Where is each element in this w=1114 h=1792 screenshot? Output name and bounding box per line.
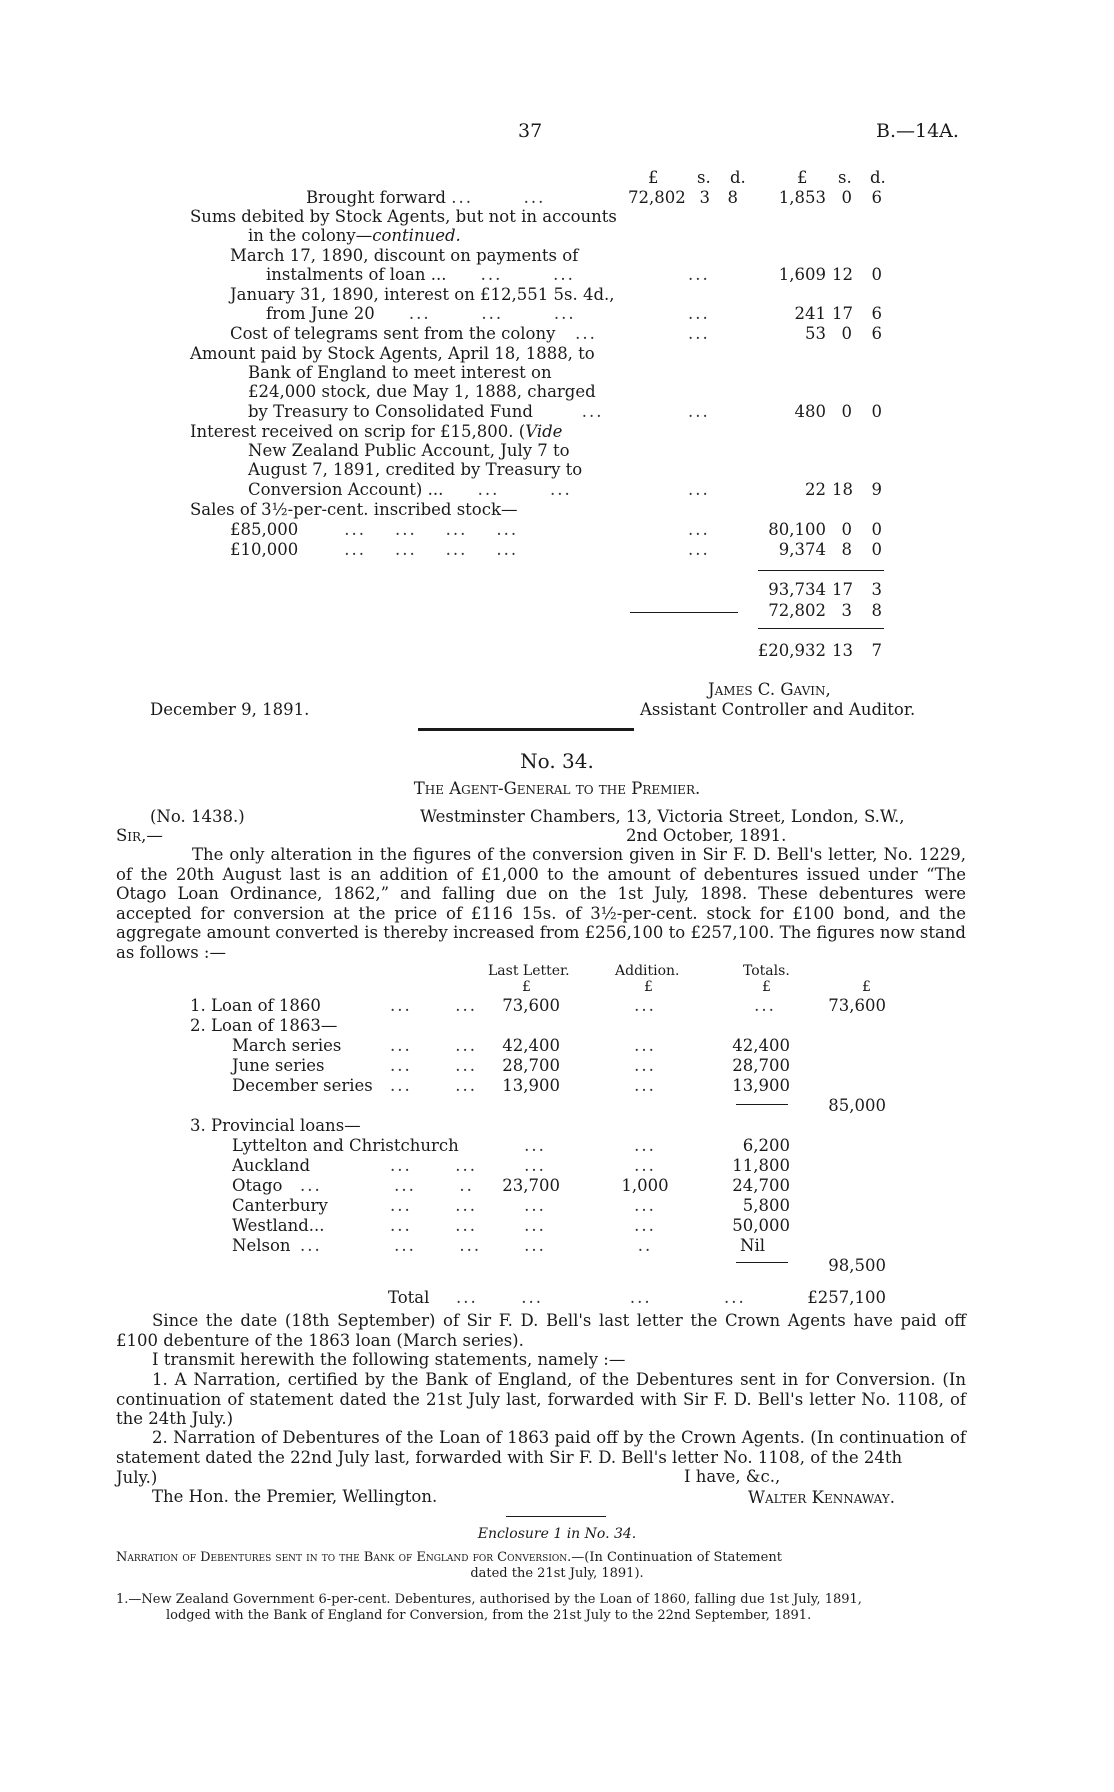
- provincial-westland-addition: ...: [634, 1216, 656, 1235]
- subtotal-rule: [758, 570, 884, 571]
- letter-closing: I have, &c.,: [684, 1467, 781, 1486]
- provincial-nelson-last: ...: [524, 1236, 546, 1255]
- entry-telegrams-pence: 6: [871, 324, 882, 343]
- col-head-shillings-1: s.: [697, 168, 711, 187]
- enclosure-heading: Narration of Debentures sent in to the Bank of England for Conversion.—(In Continuation of Statement: [116, 1550, 782, 1565]
- brought-forward-pounds-2: 1,853: [778, 188, 826, 207]
- auditor-title: Assistant Controller and Auditor.: [640, 700, 916, 719]
- entry-scrip-interest-pounds: 22: [805, 480, 826, 499]
- entry-interest-leader: ...: [688, 304, 710, 323]
- entry-telegrams-leader: ...: [688, 324, 710, 343]
- provincial-nelson-totals: Nil: [740, 1236, 765, 1255]
- provincial-canterbury-label: Canterbury: [232, 1196, 328, 1215]
- loan-1863-label: 2. Loan of 1863—: [190, 1016, 338, 1035]
- brought-forward-pence-2: 6: [871, 188, 882, 207]
- provincial-rule: [736, 1262, 788, 1263]
- provincial-nelson-addition: ..: [637, 1236, 653, 1255]
- provincial-canterbury-last: ...: [524, 1196, 546, 1215]
- col-head-pence-1: d.: [730, 168, 746, 187]
- enclosure-heading-line2: dated the 21st July, 1891).: [470, 1566, 644, 1581]
- entry-amount-paid-leader: ...: [688, 402, 710, 421]
- sale-85000-shillings: 0: [841, 520, 852, 539]
- total-label: Total: [388, 1288, 430, 1307]
- letter-paragraph-1: The only alteration in the figures of the conversion given in Sir F. D. Bell's letter, No. 1229, of the 20th August last is an addition of £1,000 to the amount of debentures issued under “The Otago Loan Ordinance, 1862,” and falling due on the 1st July, 1898. These debentures were accepted for conversion at the price of £116 15s. of 3½-per-cent. stock for £100 bond, and the aggregate amount converted is thereby increased from £256,100 to £257,100. The figures now stand as follows :—: [116, 845, 966, 962]
- provincial-canterbury-leader: ... ...: [390, 1196, 477, 1215]
- provincial-lyttelton-totals: 6,200: [742, 1136, 790, 1155]
- provincial-westland-last: ...: [524, 1216, 546, 1235]
- letter-number: No. 34.: [520, 749, 594, 773]
- table-head-pound-2: £: [644, 979, 653, 995]
- statement-date: December 9, 1891.: [150, 700, 310, 719]
- sums-debited-heading-2: in the colony—continued.: [248, 226, 461, 245]
- letter-addressee: The Hon. the Premier, Wellington.: [152, 1487, 438, 1506]
- loan-1863-march-addition: ...: [634, 1036, 656, 1055]
- sales-heading: Sales of 3½-per-cent. inscribed stock—: [190, 500, 518, 519]
- brought-forward-label: Brought forward ... ...: [306, 188, 546, 207]
- entry-scrip-interest-pence: 9: [871, 480, 882, 499]
- provincial-westland-totals: 50,000: [732, 1216, 790, 1235]
- entry-amount-paid-pounds: 480: [794, 402, 826, 421]
- sale-10000-shillings: 8: [841, 540, 852, 559]
- balance-pence: 7: [871, 641, 882, 660]
- loan-1863-december-leader: ... ...: [390, 1076, 477, 1095]
- col-head-pounds-2: £: [797, 168, 808, 187]
- entry-amount-paid-line1: Amount paid by Stock Agents, April 18, 1888, to: [190, 344, 595, 363]
- section-divider: [418, 728, 634, 731]
- loan-1860-last: 73,600: [502, 996, 560, 1015]
- entry-amount-paid-line3: £24,000 stock, due May 1, 1888, charged: [248, 382, 596, 401]
- table-head-pound-4: £: [862, 979, 871, 995]
- sale-10000-pounds: 9,374: [778, 540, 826, 559]
- table-head-pound-1: £: [522, 979, 531, 995]
- entry-scrip-interest-line4: Conversion Account) ... ... ...: [248, 480, 572, 499]
- entry-discount-leader: ...: [688, 265, 710, 284]
- less-rule: [630, 612, 738, 613]
- sale-85000-label: £85,000 ... ... ... ...: [230, 520, 519, 539]
- sale-85000-pounds: 80,100: [768, 520, 826, 539]
- col-head-pence-2: d.: [870, 168, 886, 187]
- sale-10000-label: £10,000 ... ... ... ...: [230, 540, 519, 559]
- loan-1863-june-addition: ...: [634, 1056, 656, 1075]
- subtotal-pounds: 93,734: [768, 580, 826, 599]
- entry-telegrams-shillings: 0: [841, 324, 852, 343]
- provincial-otago-leader: ... ... ..: [300, 1176, 474, 1195]
- provincial-auckland-addition: ...: [634, 1156, 656, 1175]
- letter-heading: The Agent-General to the Premier.: [413, 779, 701, 798]
- provincial-westland-label: Westland...: [232, 1216, 325, 1235]
- less-pence: 8: [871, 601, 882, 620]
- letter-paragraph-2: Since the date (18th September) of Sir F. D. Bell's last letter the Crown Agents have paid off £100 debenture of the 1863 loan (March series).: [116, 1311, 966, 1350]
- entry-discount-pence: 0: [871, 265, 882, 284]
- loan-1863-december-addition: ...: [634, 1076, 656, 1095]
- loan-1863-june-totals: 28,700: [732, 1056, 790, 1075]
- table-head-addition: Addition.: [615, 963, 680, 979]
- provincial-auckland-totals: 11,800: [732, 1156, 790, 1175]
- entry-amount-paid-shillings: 0: [841, 402, 852, 421]
- table-head-last-letter: Last Letter.: [488, 963, 570, 979]
- enclosure-item1-line2: lodged with the Bank of England for Conversion, from the 21st July to the 22nd September, 1891.: [166, 1608, 812, 1623]
- loan-1863-march-leader: ... ...: [390, 1036, 477, 1055]
- provincial-westland-leader: ... ...: [390, 1216, 477, 1235]
- loan-1863-march-label: March series: [232, 1036, 342, 1055]
- loan-1863-march-totals: 42,400: [732, 1036, 790, 1055]
- provincial-auckland-last: ...: [524, 1156, 546, 1175]
- entry-scrip-interest-line1: Interest received on scrip for £15,800. (Vide: [190, 422, 563, 441]
- sums-debited-heading: Sums debited by Stock Agents, but not in accounts: [190, 207, 617, 226]
- loan-1860-label: 1. Loan of 1860: [190, 996, 321, 1015]
- loan-1863-march-last: 42,400: [502, 1036, 560, 1055]
- balance-pounds: £20,932: [757, 641, 826, 660]
- letter-salutation: Sir,—: [116, 826, 163, 845]
- entry-interest-pence: 6: [871, 304, 882, 323]
- provincial-otago-label: Otago: [232, 1176, 283, 1195]
- entry-scrip-interest-shillings: 18: [832, 480, 853, 499]
- loan-1863-june-leader: ... ...: [390, 1056, 477, 1075]
- provincial-lyttelton-label: Lyttelton and Christchurch: [232, 1136, 459, 1155]
- balance-rule: [758, 628, 884, 629]
- letter-paragraph-5: 2. Narration of Debentures of the Loan of 1863 paid off by the Crown Agents. (In continuation of statement dated the 22nd July last, forwarded with Sir F. D. Bell's letter No. 1108, of the 24th: [116, 1428, 966, 1467]
- loan-1863-december-totals: 13,900: [732, 1076, 790, 1095]
- provincial-auckland-label: Auckland: [232, 1156, 311, 1175]
- col-head-pounds-1: £: [648, 168, 659, 187]
- provincial-nelson-label: Nelson: [232, 1236, 291, 1255]
- entry-scrip-interest-line3: August 7, 1891, credited by Treasury to: [248, 460, 583, 479]
- letter-paragraph-5-end: July.): [116, 1468, 158, 1487]
- table-head-pound-3: £: [762, 979, 771, 995]
- letter-address: Westminster Chambers, 13, Victoria Street, London, S.W.,: [420, 807, 905, 826]
- entry-telegrams-pounds: 53: [805, 324, 826, 343]
- entry-interest-pounds: 241: [794, 304, 826, 323]
- letter-date: 2nd October, 1891.: [626, 826, 787, 845]
- letter-paragraph-3: I transmit herewith the following statements, namely :—: [152, 1350, 626, 1369]
- provincial-canterbury-totals: 5,800: [742, 1196, 790, 1215]
- loan-1863-rule: [736, 1104, 788, 1105]
- loan-1863-june-last: 28,700: [502, 1056, 560, 1075]
- provincial-auckland-leader: ... ...: [390, 1156, 477, 1175]
- entry-amount-paid-pence: 0: [871, 402, 882, 421]
- provincial-otago-last: 23,700: [502, 1176, 560, 1195]
- loan-1860-leader: ... ...: [390, 996, 477, 1015]
- loan-1863-sum: 85,000: [828, 1096, 886, 1115]
- less-pounds: 72,802: [768, 601, 826, 620]
- total-leader: ... ... ... ...: [456, 1288, 746, 1307]
- col-head-shillings-2: s.: [838, 168, 852, 187]
- loan-1860-addition: ...: [634, 996, 656, 1015]
- entry-discount-pounds: 1,609: [778, 265, 826, 284]
- sale-10000-pence: 0: [871, 540, 882, 559]
- provincial-loans-label: 3. Provincial loans—: [190, 1116, 361, 1135]
- less-shillings: 3: [841, 601, 852, 620]
- document-reference: B.—14A.: [876, 120, 959, 142]
- enclosure-divider: [506, 1516, 606, 1517]
- provincial-otago-totals: 24,700: [732, 1176, 790, 1195]
- table-head-totals: Totals.: [743, 963, 790, 979]
- letter-paragraph-4: 1. A Narration, certified by the Bank of England, of the Debentures sent in for Conversion. (In continuation of statement dated the 21st July last, forwarded with Sir F. D. Bell's letter No. 1108, of the 24th July.): [116, 1370, 966, 1429]
- entry-discount-line1: March 17, 1890, discount on payments of: [230, 246, 579, 265]
- entry-scrip-interest-line2: New Zealand Public Account, July 7 to: [248, 441, 570, 460]
- brought-forward-shillings-2: 0: [841, 188, 852, 207]
- loan-1860-totals: ...: [754, 996, 776, 1015]
- subtotal-pence: 3: [871, 580, 882, 599]
- provincial-otago-addition: 1,000: [621, 1176, 669, 1195]
- loan-1860-sum: 73,600: [828, 996, 886, 1015]
- balance-shillings: 13: [832, 641, 853, 660]
- sale-85000-pence: 0: [871, 520, 882, 539]
- entry-amount-paid-line4: by Treasury to Consolidated Fund ...: [248, 402, 604, 421]
- provincial-lyttelton-addition: ...: [634, 1136, 656, 1155]
- entry-discount-line2: instalments of loan ... ... ...: [266, 265, 575, 284]
- loan-1863-december-last: 13,900: [502, 1076, 560, 1095]
- letter-signature: Walter Kennaway.: [748, 1488, 896, 1507]
- entry-amount-paid-line2: Bank of England to meet interest on: [248, 363, 552, 382]
- brought-forward-shillings-1: 3: [699, 188, 710, 207]
- provincial-lyttelton-last: ...: [524, 1136, 546, 1155]
- auditor-name: James C. Gavin,: [708, 680, 831, 699]
- provincial-nelson-leader: ... ... ...: [300, 1236, 482, 1255]
- brought-forward-pence-1: 8: [727, 188, 738, 207]
- entry-scrip-interest-leader: ...: [688, 480, 710, 499]
- entry-telegrams-line1: Cost of telegrams sent from the colony ...: [230, 324, 597, 343]
- letter-reference: (No. 1438.): [150, 807, 245, 826]
- loan-1863-december-label: December series: [232, 1076, 373, 1095]
- brought-forward-pounds-1: 72,802: [628, 188, 686, 207]
- entry-interest-shillings: 17: [832, 304, 853, 323]
- enclosure-item1-line1: 1.—New Zealand Government 6-per-cent. Debentures, authorised by the Loan of 1860, falling due 1st July, 1891,: [116, 1592, 862, 1607]
- entry-interest-line1: January 31, 1890, interest on £12,551 5s. 4d.,: [230, 285, 615, 304]
- provincial-sum: 98,500: [828, 1256, 886, 1275]
- entry-interest-line2: from June 20 ... ... ...: [266, 304, 576, 323]
- sale-85000-leader: ...: [688, 520, 710, 539]
- subtotal-shillings: 17: [832, 580, 853, 599]
- provincial-canterbury-addition: ...: [634, 1196, 656, 1215]
- page-number: 37: [518, 120, 543, 142]
- total-amount: £257,100: [807, 1288, 886, 1307]
- enclosure-title: Enclosure 1 in No. 34.: [477, 1526, 637, 1542]
- loan-1863-june-label: June series: [232, 1056, 325, 1075]
- sale-10000-leader: ...: [688, 540, 710, 559]
- entry-discount-shillings: 12: [832, 265, 853, 284]
